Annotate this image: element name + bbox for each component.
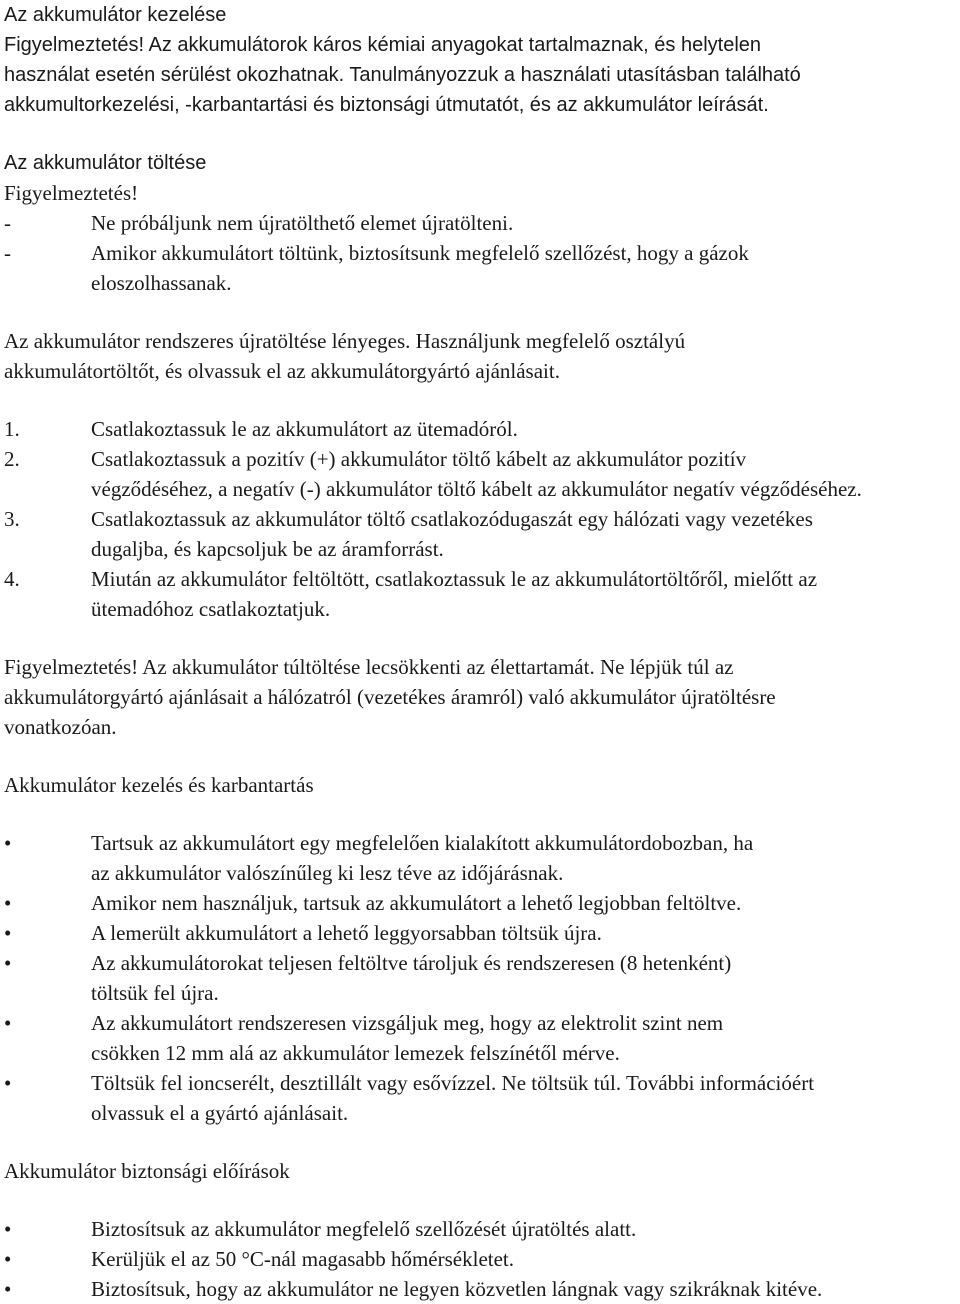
step-text: dugaljba, és kapcsoljuk be az áramforrást. — [91, 537, 444, 561]
bullet-item — [4, 1274, 956, 1304]
section-safety — [4, 1156, 956, 1304]
bullet-text: töltsük fel újra. — [91, 981, 219, 1005]
bullet-item — [4, 1008, 956, 1068]
dash-marker: - — [4, 241, 11, 265]
numbered-step — [4, 444, 956, 504]
bullet-marker: • — [4, 831, 12, 855]
document — [4, 0, 956, 1304]
section-maintenance — [4, 770, 956, 1128]
dash-marker: - — [4, 211, 11, 235]
bullet-item — [4, 918, 956, 948]
bullet-text: Biztosítsuk az akkumulátor megfelelő szellőzését újratöltés alatt. — [91, 1217, 637, 1241]
bullet-text: Az akkumulátorokat teljesen feltöltve tároljuk és rendszeresen (8 hetenként) — [91, 951, 732, 975]
step-number: 4. — [4, 567, 20, 591]
bullet-item — [4, 828, 956, 888]
numbered-step — [4, 564, 956, 624]
bullet-marker: • — [4, 921, 12, 945]
dash-list-item — [4, 208, 956, 238]
dash-list-item — [4, 238, 956, 298]
warning-label: Figyelmeztetés! — [4, 181, 139, 205]
paragraph-line: Figyelmeztetés! Az akkumulátorok káros kémiai anyagokat tartalmaznak, és helytelen — [4, 34, 762, 56]
step-text: Csatlakoztassuk le az akkumulátort az ütemadóról. — [91, 417, 518, 441]
bullet-marker: • — [4, 1071, 12, 1095]
section-title: Akkumulátor biztonsági előírások — [4, 1159, 290, 1183]
paragraph-line: Az akkumulátor rendszeres újratöltése lényeges. Használjunk megfelelő osztályú — [4, 329, 686, 353]
section-battery-charging — [4, 148, 956, 742]
step-number: 3. — [4, 507, 20, 531]
bullet-text: Tartsuk az akkumulátort egy megfelelően kialakított akkumulátordobozban, ha — [91, 831, 754, 855]
bullet-text: Az akkumulátort rendszeresen vizsgáljuk meg, hogy az elektrolit szint nem — [91, 1011, 724, 1035]
numbered-step — [4, 504, 956, 564]
warning-paragraph-line: akkumulátorgyártó ajánlásait a hálózatról (vezetékes áramról) való akkumulátor újratöltésre — [4, 685, 776, 709]
step-text: Csatlakoztassuk az akkumulátor töltő csatlakozódugaszát egy hálózati vagy vezetékes — [91, 507, 813, 531]
bullet-marker: • — [4, 891, 12, 915]
section-title: Az akkumulátor kezelése — [4, 4, 227, 26]
paragraph-line: akkumulátortöltőt, és olvassuk el az akkumulátorgyártó ajánlásait. — [4, 359, 560, 383]
paragraph-line: akkumultorkezelési, -karbantartási és biztonsági útmutatót, és az akkumulátor leírását. — [4, 94, 769, 116]
step-text: Csatlakoztassuk a pozitív (+) akkumulátor töltő kábelt az akkumulátor pozitív — [91, 447, 747, 471]
bullet-text: Biztosítsuk, hogy az akkumulátor ne legyen közvetlen lángnak vagy szikráknak kitéve. — [91, 1277, 823, 1301]
list-item-text: Amikor akkumulátort töltünk, biztosítsunk megfelelő szellőzést, hogy a gázok — [91, 241, 749, 265]
list-item-text: eloszolhassanak. — [91, 271, 232, 295]
bullet-text: A lemerült akkumulátort a lehető leggyorsabban töltsük újra. — [91, 921, 602, 945]
warning-paragraph-line: Figyelmeztetés! Az akkumulátor túltöltése lecsökkenti az élettartamát. Ne lépjük túl az — [4, 655, 734, 679]
bullet-marker: • — [4, 1247, 12, 1271]
bullet-text: Kerüljük el az 50 °C-nál magasabb hőmérsékletet. — [91, 1247, 515, 1271]
step-text: ütemadóhoz csatlakoztatjuk. — [91, 597, 331, 621]
list-item-text: Ne próbáljunk nem újratölthető elemet újratölteni. — [91, 211, 514, 235]
bullet-item — [4, 1068, 956, 1128]
step-number: 2. — [4, 447, 20, 471]
step-text: végződéséhez, a negatív (-) akkumulátor töltő kábelt az akkumulátor negatív végződéséhez. — [91, 477, 862, 501]
bullet-item — [4, 948, 956, 1008]
bullet-marker: • — [4, 1217, 12, 1241]
bullet-text: Töltsük fel ioncserélt, desztillált vagy esővízzel. Ne töltsük túl. További információért — [91, 1071, 815, 1095]
bullet-text: az akkumulátor valószínűleg ki lesz téve az időjárásnak. — [91, 861, 564, 885]
numbered-step — [4, 414, 956, 444]
bullet-text: Amikor nem használjuk, tartsuk az akkumulátort a lehető legjobban feltöltve. — [91, 891, 742, 915]
bullet-item — [4, 1244, 956, 1274]
section-title: Az akkumulátor töltése — [4, 152, 207, 174]
step-text: Miután az akkumulátor feltöltött, csatlakoztassuk le az akkumulátortöltőről, mielőtt az — [91, 567, 818, 591]
step-number: 1. — [4, 417, 20, 441]
bullet-text: csökken 12 mm alá az akkumulátor lemezek felszínétől mérve. — [91, 1041, 620, 1065]
bullet-text: olvassuk el a gyártó ajánlásait. — [91, 1101, 349, 1125]
bullet-item — [4, 1214, 956, 1244]
bullet-marker: • — [4, 1011, 12, 1035]
warning-paragraph-line: vonatkozóan. — [4, 715, 117, 739]
bullet-marker: • — [4, 1277, 12, 1301]
section-title: Akkumulátor kezelés és karbantartás — [4, 773, 314, 797]
bullet-marker: • — [4, 951, 12, 975]
section-battery-handling — [4, 0, 956, 120]
paragraph-line: használat esetén sérülést okozhatnak. Tanulmányozzuk a használati utasításban található — [4, 64, 801, 86]
bullet-item — [4, 888, 956, 918]
